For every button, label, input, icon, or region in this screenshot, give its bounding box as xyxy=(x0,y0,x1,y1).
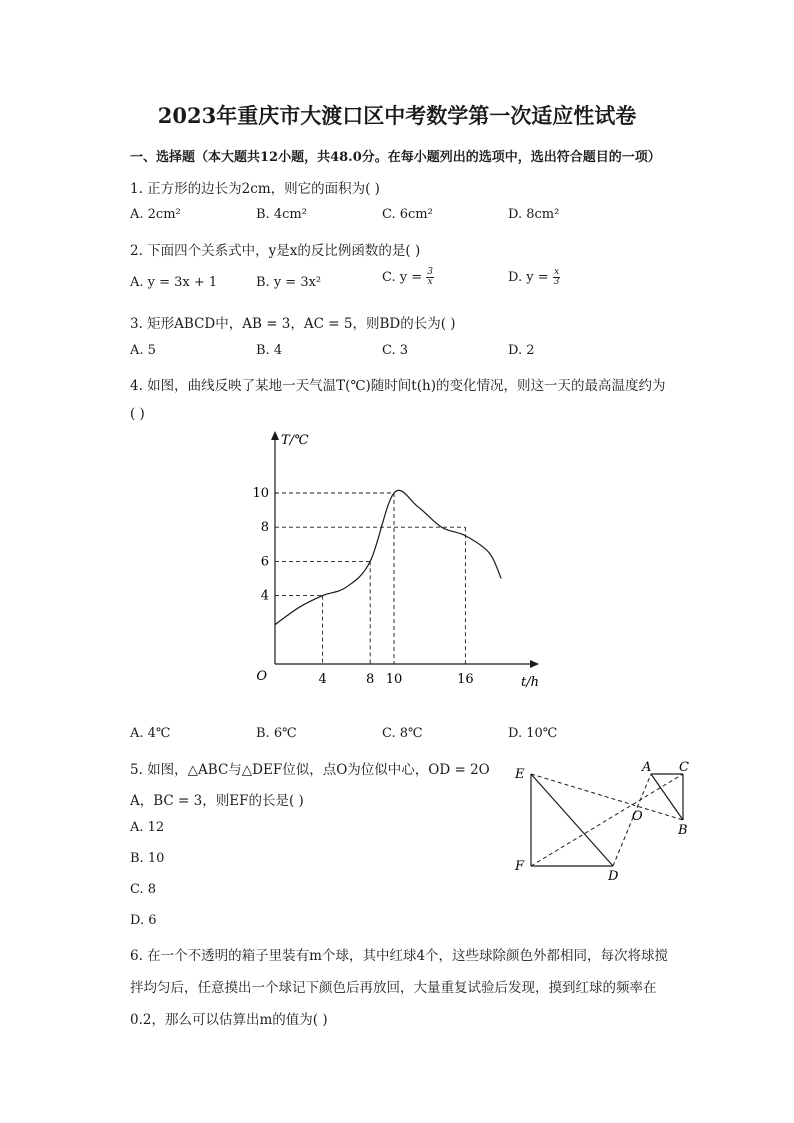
q1-option-d: D. 8cm² xyxy=(508,207,560,222)
q4-option-c: C. 8℃ xyxy=(382,726,423,741)
question-4-stem: 4. 如图，曲线反映了某地一天气温T(℃)随时间t(h)的变化情况，则这一天的最高温度约为 xyxy=(130,378,666,394)
q5-option-a: A. 12 xyxy=(130,820,165,835)
question-6-line-1: 6. 在一个不透明的箱子里装有m个球，其中红球4个，这些球除颜色外都相同，每次将球搅 xyxy=(130,948,669,964)
fraction-denominator: 3 xyxy=(553,277,560,287)
q1-option-a: A. 2cm² xyxy=(130,207,181,222)
label-b: B xyxy=(678,823,688,838)
question-5-stem-cont: A，BC = 3，则EF的长是( ) xyxy=(130,793,304,809)
fraction-denominator: x xyxy=(427,277,433,287)
y-tick-label: 8 xyxy=(260,520,269,536)
temperature-chart xyxy=(240,422,560,694)
origin-label: O xyxy=(256,669,267,684)
q5-option-d: D. 6 xyxy=(130,913,157,928)
question-2-stem: 2. 下面四个关系式中，y是x的反比例函数的是( ) xyxy=(130,243,421,259)
temperature-curve xyxy=(275,490,501,624)
question-6-line-3: 0.2，那么可以估算出m的值为( ) xyxy=(130,1012,328,1028)
section-heading: 一、选择题（本大题共12小题，共48.0分。在每小题列出的选项中，选出符合题目的一项） xyxy=(130,150,661,165)
q2-option-b: B. y = 3x² xyxy=(256,275,322,290)
y-tick-label: 10 xyxy=(252,486,269,501)
x-axis-title: t/h xyxy=(521,675,539,690)
label-c: C xyxy=(679,760,689,775)
dashed-eb xyxy=(531,774,683,820)
label-d: D xyxy=(608,869,619,884)
fraction-numerator: 3 xyxy=(427,267,433,277)
segment-ed xyxy=(531,774,613,866)
question-6-line-2: 拌均匀后，任意摸出一个球记下颜色后再放回，大量重复试验后发现，摸到红球的频率在 xyxy=(130,980,657,996)
y-tick-label: 6 xyxy=(260,554,269,570)
q4-option-b: B. 6℃ xyxy=(256,726,297,741)
q2-option-a: A. y = 3x + 1 xyxy=(130,275,218,290)
question-5-stem: 5. 如图，△ABC与△DEF位似，点O为位似中心，OD = 2O xyxy=(130,762,490,778)
axis-labels xyxy=(252,433,539,690)
q3-option-a: A. 5 xyxy=(130,343,156,358)
q2-option-d-fraction xyxy=(553,268,561,287)
question-4-stem-cont: ( ) xyxy=(130,406,145,422)
q5-option-b: B. 10 xyxy=(130,851,165,866)
q4-option-a: A. 4℃ xyxy=(130,726,171,741)
fraction-numerator: x xyxy=(554,267,560,277)
q5-option-c: C. 8 xyxy=(130,882,157,897)
y-tick-label: 4 xyxy=(260,588,269,604)
q1-option-c: C. 6cm² xyxy=(382,207,433,222)
q2-option-c-fraction xyxy=(426,268,434,287)
page-title: 2023年重庆市大渡口区中考数学第一次适应性试卷 xyxy=(157,103,637,128)
q2-option-c xyxy=(382,268,434,287)
q3-option-b: B. 4 xyxy=(256,343,283,358)
label-e: E xyxy=(515,767,525,782)
q3-option-d: D. 2 xyxy=(508,343,535,358)
x-tick-label: 4 xyxy=(318,672,327,687)
q4-option-d: D. 10℃ xyxy=(508,726,558,741)
q2-option-d-label: D. y = xyxy=(508,270,549,285)
question-1-stem: 1. 正方形的边长为2cm，则它的面积为( ) xyxy=(130,181,380,197)
x-tick-label: 10 xyxy=(385,672,403,687)
label-a: A xyxy=(642,760,652,775)
q2-option-d xyxy=(508,268,560,287)
q1-option-b: B. 4cm² xyxy=(256,207,307,222)
guide-lines xyxy=(275,493,465,664)
question-3-stem: 3. 矩形ABCD中，AB = 3，AC = 5，则BD的长为( ) xyxy=(130,316,456,332)
x-tick-label: 16 xyxy=(457,672,474,687)
segment-ab xyxy=(651,774,683,820)
q2-option-c-label: C. y = xyxy=(382,270,423,285)
y-axis-title: T/℃ xyxy=(281,433,309,448)
label-o: O xyxy=(632,809,643,824)
q3-option-c: C. 3 xyxy=(382,343,409,358)
label-f: F xyxy=(515,859,525,874)
x-tick-label: 8 xyxy=(366,672,375,687)
homothety-figure xyxy=(505,756,705,886)
